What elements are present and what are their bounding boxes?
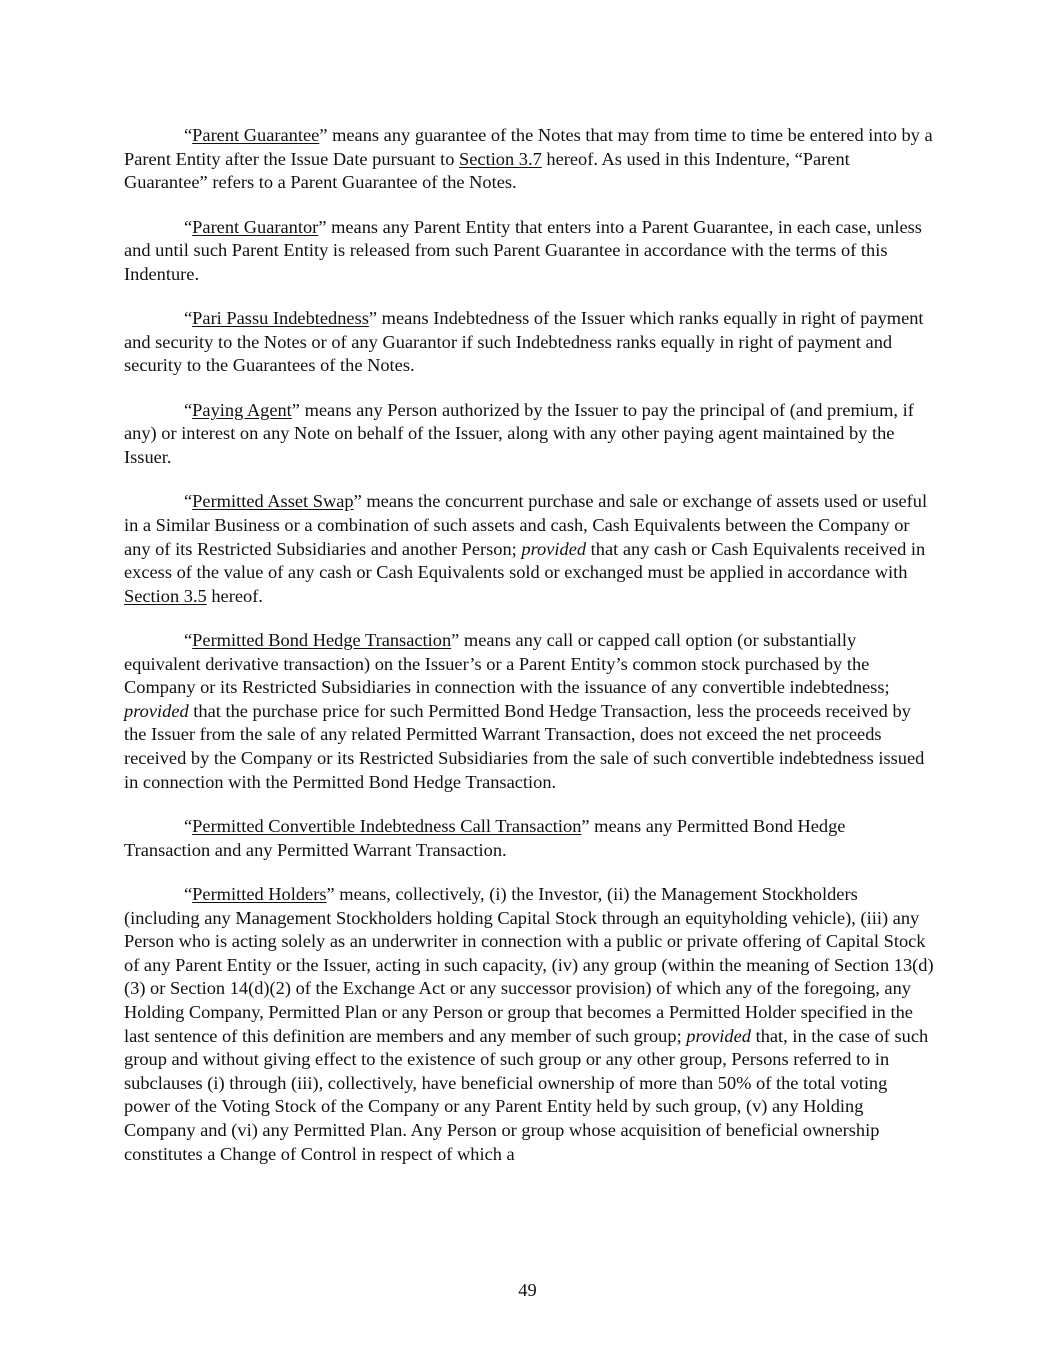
defined-term: Permitted Convertible Indebtedness Call Transaction: [192, 816, 582, 837]
italic-proviso: provided: [521, 538, 587, 559]
defined-term: Permitted Bond Hedge Transaction: [192, 630, 452, 651]
definition-parent-guarantor: “Parent Guarantor” means any Parent Entity that enters into a Parent Guarantee, in each case, unless and until such Parent Entity is released from such Parent Guarantee in accordance with the terms of this Indenture.: [124, 216, 922, 284]
definition-permitted-holders: “Permitted Holders” means, collectively, (i) the Investor, (ii) the Management Stockholders (including any Management Stockholders holding Capital Stock through an equityholding vehicle), (iii) any Person who is acting solely as an underwriter in connection with a public or private offering of Capital Stock of any Parent Entity or the Issuer, acting in such capacity, (iv) any group (within the meaning of Section 13(d)(3) or Section 14(d)(2) of the Exchange Act or any successor provision) of which any of the foregoing, any Holding Company, Permitted Plan or any Person or group that becomes a Permitted Holder specified in the last sentence of this definition are members and any member of such group; provided that, in the case of such group and without giving effect to the existence of such group or any other group, Persons referred to in subclauses (i) through (iii), collectively, have beneficial ownership of more than 50% of the total voting power of the Voting Stock of the Company or any Parent Entity held by such group, (v) any Holding Company and (vi) any Permitted Plan. Any Person or group whose acquisition of beneficial ownership constitutes a Change of Control in respect of which a: [124, 884, 934, 1164]
document-body: [124, 124, 934, 1187]
definition-pari-passu-indebtedness: “Pari Passu Indebtedness” means Indebtedness of the Issuer which ranks equally in right of payment and security to the Notes or of any Guarantor if such Indebtedness ranks equally in right of payment and security to the Guarantees of the Notes.: [124, 308, 924, 376]
page-number: 49: [518, 1280, 537, 1300]
section-reference: Section 3.7: [459, 148, 542, 169]
definition-permitted-convertible-indebtedness-call-transaction: “Permitted Convertible Indebtedness Call Transaction” means any Permitted Bond Hedge Transaction and any Permitted Warrant Transaction.: [124, 816, 846, 860]
defined-term: Permitted Holders: [192, 884, 327, 905]
definition-permitted-asset-swap: “Permitted Asset Swap” means the concurrent purchase and sale or exchange of assets used or useful in a Similar Business or a combination of such assets and cash, Cash Equivalents between the Company or any of its Restricted Subsidiaries and another Person; provided that any cash or Cash Equivalents received in excess of the value of any cash or Cash Equivalents sold or exchanged must be applied in accordance with Section 3.5 hereof.: [124, 491, 928, 606]
defined-term: Paying Agent: [192, 399, 292, 420]
defined-term: Parent Guarantee: [192, 125, 320, 145]
section-reference: Section 3.5: [124, 585, 207, 606]
definition-parent-guarantee: “Parent Guarantee” means any guarantee of the Notes that may from time to time be entered into by a Parent Entity after the Issue Date pursuant to Section 3.7 hereof. As used in this Indenture, “Parent Guarantee” refers to a Parent Guarantee of the Notes.: [124, 125, 933, 193]
definition-permitted-bond-hedge-transaction: “Permitted Bond Hedge Transaction” means any call or capped call option (or substantially equivalent derivative transaction) on the Issuer’s or a Parent Entity’s common stock purchased by the Company or its Restricted Subsidiaries in connection with the issuance of any convertible indebtedness; provided that the purchase price for such Permitted Bond Hedge Transaction, less the proceeds received by the Issuer from the sale of any related Permitted Warrant Transaction, does not exceed the net proceeds received by the Company or its Restricted Subsidiaries from the sale of such convertible indebtedness issued in connection with the Permitted Bond Hedge Transaction.: [124, 630, 925, 792]
defined-term: Pari Passu Indebtedness: [192, 308, 369, 329]
defined-term: Parent Guarantor: [192, 216, 319, 237]
definition-paying-agent: “Paying Agent” means any Person authorized by the Issuer to pay the principal of (and premium, if any) or interest on any Note on behalf of the Issuer, along with any other paying agent maintained by the Issuer.: [124, 399, 914, 467]
defined-term: Permitted Asset Swap: [192, 491, 354, 512]
italic-proviso: provided: [124, 700, 189, 721]
italic-proviso: provided: [686, 1025, 751, 1046]
